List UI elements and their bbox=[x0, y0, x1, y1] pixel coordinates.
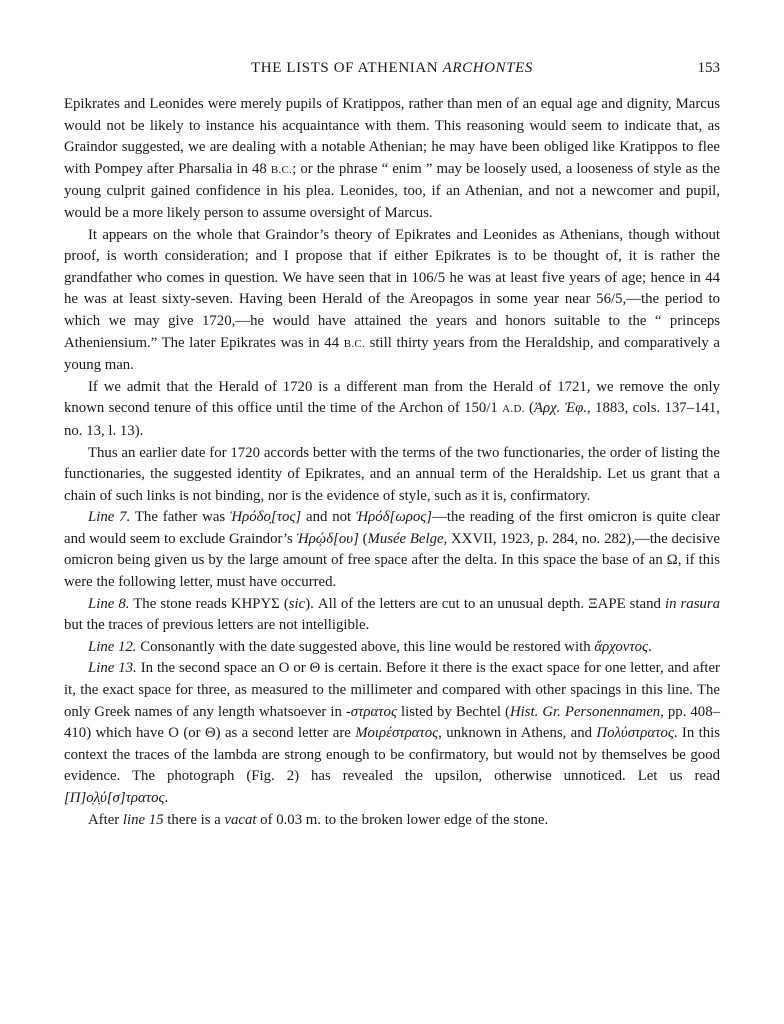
text-run: The stone reads ΚΗΡΥΣ ( bbox=[129, 595, 289, 612]
paragraph-p6 bbox=[64, 594, 720, 637]
text-run: Line 8. bbox=[88, 595, 130, 612]
text-run: line 15 bbox=[122, 811, 164, 828]
text-run: Consonantly with the date suggested above, this line would be restored with bbox=[136, 638, 595, 655]
text-run: , 1883, cols. 137–141, no. 13, l. 13). bbox=[64, 400, 720, 439]
text-run: If we admit that the Herald of 1720 is a different man from the Herald of 1721, we remove the only known second tenure of this office until the time of the Archon of 150/1 bbox=[64, 378, 720, 417]
running-header bbox=[64, 60, 720, 82]
text-run: but the traces of previous letters are not intelligible. bbox=[64, 617, 370, 634]
text-run: Πολύστρατος bbox=[596, 725, 674, 742]
text-run: Thus an earlier date for 1720 accords better with the terms of the two functionaries, the order of listing the functionaries, the suggested identity of Epikrates, and an annual term of the Heraldship. Let us grant that a chain of such links is not binding, nor is the evidence of style, such as it is, confirmatory. bbox=[64, 444, 720, 504]
paragraph-p8 bbox=[64, 658, 720, 809]
text-run: Line 13. bbox=[88, 660, 137, 677]
text-run: Ἡρόδο̣[τος] bbox=[230, 509, 302, 526]
text-run: Μοιρέστρατος bbox=[355, 725, 439, 742]
paragraph-p3 bbox=[64, 377, 720, 443]
text-run: Line 12. bbox=[88, 638, 137, 655]
text-run: ; or the phrase “ enim ” may be loosely used, a looseness of style as the young culprit gained confidence in his plea. Leonides, too, if an Athenian, and not a newcomer and pupil, would be a more likely person to assume oversight of Marcus. bbox=[64, 160, 720, 221]
text-run: B.C. bbox=[343, 337, 366, 350]
text-run: of 0.03 m. to the broken lower edge of the stone. bbox=[256, 811, 549, 828]
text-run: listed by Bechtel ( bbox=[396, 703, 510, 720]
text-run: ). All of the letters are cut to an unusual depth. ΞΑΡΕ stand bbox=[305, 595, 665, 612]
text-run: sic bbox=[288, 595, 306, 612]
text-run: Ἀρχ. Ἐφ. bbox=[534, 400, 588, 417]
text-run: in rasura bbox=[664, 595, 721, 612]
running-title-italic: ARCHONTES bbox=[442, 60, 533, 76]
text-run: The father was bbox=[130, 509, 231, 526]
text-run: Ἡρόδ[ωρος] bbox=[356, 509, 433, 526]
body-text bbox=[64, 94, 720, 831]
text-run: ( bbox=[358, 530, 368, 547]
paragraph-p9 bbox=[64, 810, 720, 832]
text-run: It appears on the whole that Graindor’s theory of Epikrates and Leonides as Athenians, though without proof, is worth consideration; and I propose that if either Epikrates is to be thought of, it is rather the grandfather who comes in question. We have seen that in 106/5 he was at least five years of age; hence in 44 he was at least sixty-seven. Having been Herald of the Areopagos in some year near 56/5,—the period to which we may give 1720,—he would have attained the years and honors suitable to the “ princeps Atheniensium.” The later Epikrates was in 44 bbox=[64, 226, 720, 351]
text-run: , unknown in Athens, and bbox=[438, 725, 597, 742]
text-run: —the reading of the first omicron is quite clear and would seem to exclude Graindor’s bbox=[64, 509, 720, 547]
text-run: Line 7. bbox=[88, 509, 131, 526]
text-run: Ἡρῴδ[ου] bbox=[296, 530, 359, 547]
paragraph-p1 bbox=[64, 94, 720, 225]
page-number: 153 bbox=[697, 60, 720, 76]
text-run: στρατος bbox=[350, 703, 397, 720]
running-title bbox=[64, 60, 720, 77]
text-run: Musée Belge, bbox=[367, 530, 448, 547]
text-run: . bbox=[648, 638, 652, 655]
paragraph-p4 bbox=[64, 443, 720, 508]
text-run: . bbox=[164, 790, 169, 806]
text-run: B.C. bbox=[270, 163, 293, 176]
text-run: XXVII, 1923, p. 284, no. 282),—the decisive omicron being given us by the large amount of free space after the delta. In this space the base of an Ω, if this were the following letter, must have occurred. bbox=[64, 530, 720, 591]
text-run: After bbox=[88, 811, 123, 828]
text-run: there is a bbox=[163, 811, 225, 828]
paragraph-p7 bbox=[64, 637, 720, 659]
text-run: [Π]ο̣λ̣ύ[σ]τρατος bbox=[64, 790, 165, 806]
text-run: vacat bbox=[224, 811, 257, 828]
text-run: still thirty years from the Heraldship, and comparatively a young man. bbox=[64, 334, 720, 374]
text-run: Hist. Gr. Personennamen, bbox=[509, 703, 664, 720]
text-run: Epikrates and Leonides were merely pupils of Kratippos, rather than men of an equal age and dignity, Marcus would not be likely to instance his acquaintance with them. This reasoning would seem to indicate that, as Graindor suggested, we are dealing with a notable Athenian; he may have been obliged like Kratippos to flee with Pompey after Pharsalia in 48 bbox=[64, 96, 720, 177]
text-run: pp. 408–410) which have O (or Θ) as a second letter are bbox=[64, 703, 720, 742]
text-run: and not bbox=[301, 509, 357, 526]
text-run: A.D. bbox=[502, 403, 525, 416]
text-run: ἄρχοντος bbox=[594, 638, 649, 655]
text-run: In the second space an O or Θ is certain. Before it there is the exact space for one letter, and after it, the exact space for three, as measured to the millimeter and compared with other spacings in this line. The only Greek names of any length whatsoever in - bbox=[64, 660, 720, 720]
text-run: ( bbox=[524, 400, 534, 417]
text-run: . In this context the traces of the lambda are strong enough to be confirmatory, but would not by themselves be good evidence. The photograph (Fig. 2) has revealed the upsilon, otherwise unnoticed. Let us read bbox=[64, 725, 720, 785]
running-title-text: THE LISTS OF ATHENIAN bbox=[251, 60, 443, 76]
paragraph-p5 bbox=[64, 507, 720, 593]
paragraph-p2 bbox=[64, 225, 720, 377]
